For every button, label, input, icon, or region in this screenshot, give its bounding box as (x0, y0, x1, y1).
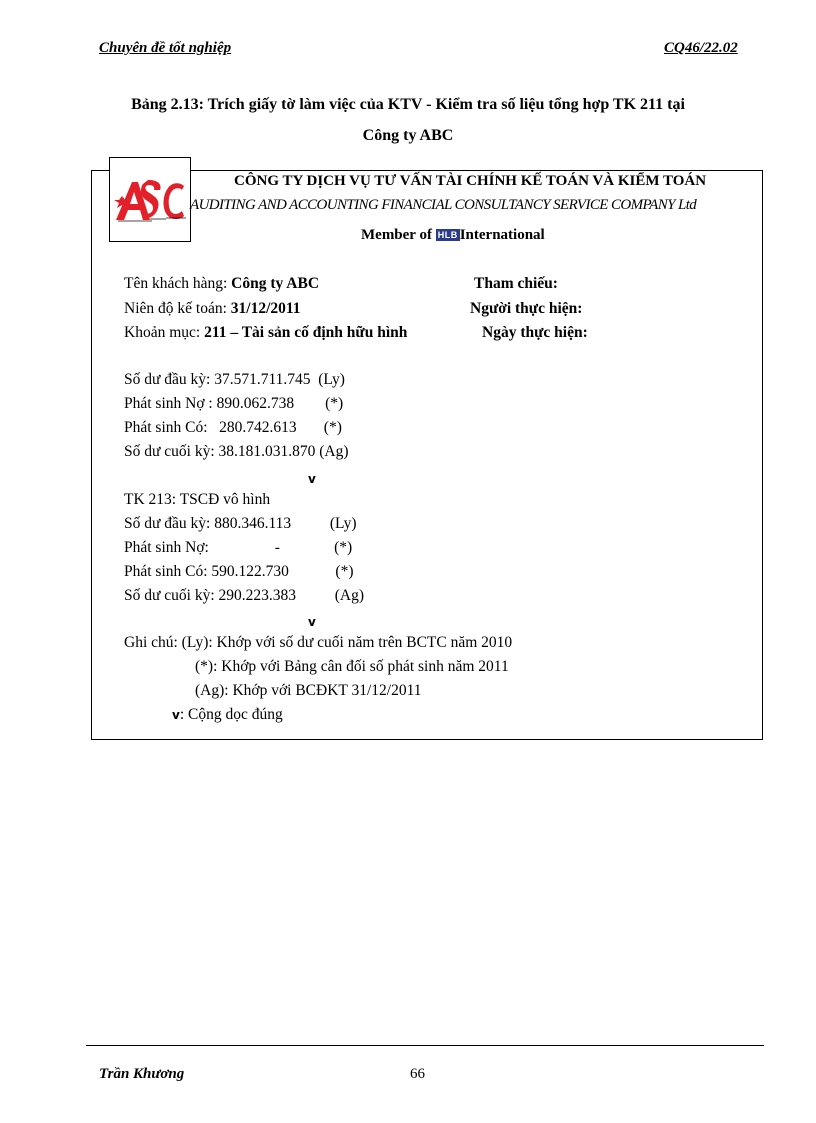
notes-check (172, 706, 283, 724)
item-value: 211 – Tài sản cố định hữu hình (204, 324, 408, 341)
tk211-opening: Số dư đầu kỳ: 37.571.711.745 (Ly) (124, 371, 345, 388)
company-name-en: AUDITING AND ACCOUNTING FINANCIAL CONSULTANCY SERVICE COMPANY Ltd (190, 197, 697, 213)
tick-mark-icon: v (308, 472, 316, 486)
tk211-credit: Phát sinh Có: 280.742.613 (*) (124, 419, 342, 436)
table-title-line2: Công ty ABC (362, 127, 454, 144)
footer-rule (86, 1045, 764, 1046)
period-row (124, 300, 301, 318)
tk213-credit: Phát sinh Có: 590.122.730 (*) (124, 563, 354, 580)
tk213-closing: Số dư cuối kỳ: 290.223.383 (Ag) (124, 587, 365, 604)
page-number: 66 (410, 1066, 425, 1082)
client-row (124, 275, 319, 293)
header-left: Chuyên đề tốt nghiệp (99, 40, 232, 56)
date-label: Ngày thực hiện: (482, 324, 588, 341)
member-suffix: International (459, 227, 545, 243)
table-title: Bảng 2.13: Trích giấy tờ làm việc của KTV - Kiểm tra số liệu tổng hợp TK 211 tại (131, 96, 685, 113)
performer-label: Người thực hiện: (470, 300, 583, 317)
client-value: Công ty ABC (231, 275, 320, 292)
item-label: Khoản mục: (124, 324, 201, 341)
tk211-closing: Số dư cuối kỳ: 38.181.031.870 (Ag) (124, 443, 349, 460)
notes-check-text: : Cộng dọc đúng (179, 706, 283, 723)
client-label: Tên khách hàng: (124, 275, 228, 292)
tk213-opening: Số dư đầu kỳ: 880.346.113 (Ly) (124, 515, 357, 532)
notes-star: (*): Khớp với Bảng cân đối số phát sinh năm 2011 (195, 658, 509, 675)
footer-author: Trần Khương (99, 1066, 185, 1082)
member-line (361, 227, 545, 244)
period-label: Niên độ kế toán: (124, 300, 227, 317)
tick-mark-icon: v (172, 708, 180, 722)
tk213-debit: Phát sinh Nợ: - (*) (124, 539, 353, 556)
hlb-logo: HLB (437, 230, 458, 240)
company-logo (109, 157, 191, 242)
tk211-debit: Phát sinh Nợ : 890.062.738 (*) (124, 395, 344, 412)
period-value: 31/12/2011 (230, 300, 301, 317)
notes-ag: (Ag): Khớp với BCĐKT 31/12/2011 (195, 682, 422, 699)
member-prefix: Member of (361, 227, 432, 243)
item-row (124, 324, 407, 342)
company-name-vi: CÔNG TY DỊCH VỤ TƯ VẤN TÀI CHÍNH KẾ TOÁN VÀ KIỂM TOÁN (234, 173, 707, 189)
tk213-title: TK 213: TSCĐ vô hình (124, 491, 271, 508)
reference-label: Tham chiếu: (474, 275, 558, 292)
asc-logo-icon (110, 158, 190, 241)
header-right: CQ46/22.02 (664, 40, 738, 56)
tick-mark-icon: v (308, 615, 316, 629)
notes-ly: Ghi chú: (Ly): Khớp với số dư cuối năm trên BCTC năm 2010 (124, 634, 513, 651)
